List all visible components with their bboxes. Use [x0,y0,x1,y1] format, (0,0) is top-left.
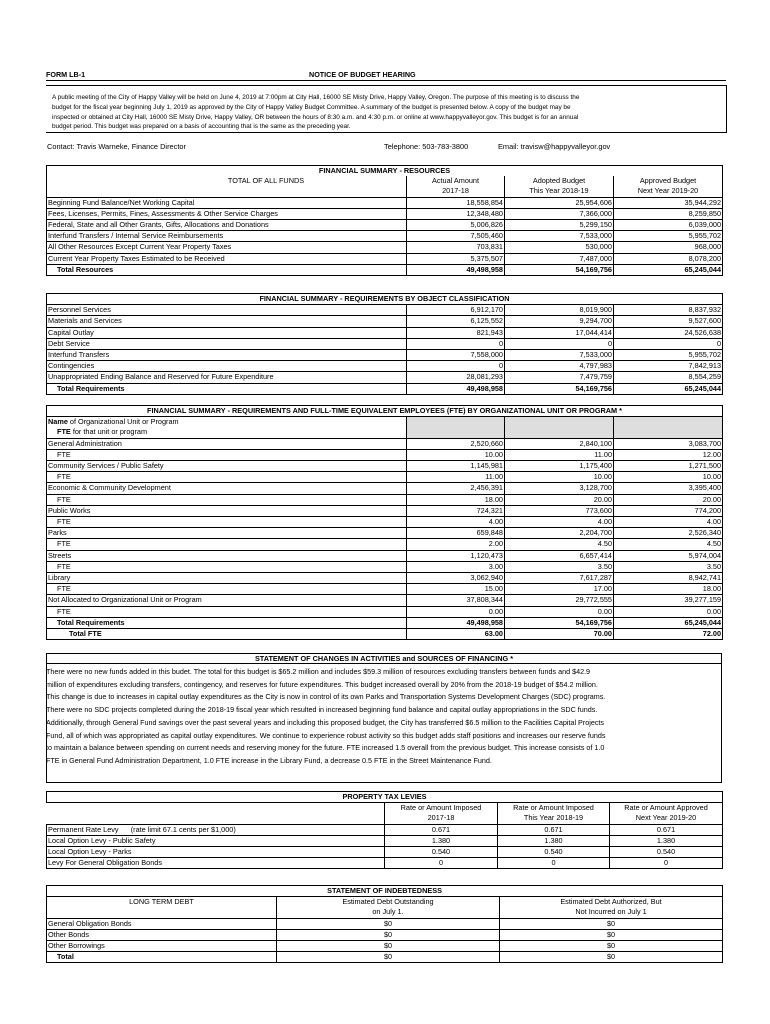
fte-value: 3.50 [505,561,614,572]
tax-col3-header: Rate or Amount Approved [610,803,723,814]
total-label: Total FTE [47,629,407,640]
row-label: All Other Resources Except Current Year Property Taxes [47,242,407,253]
fte-row [47,494,723,505]
org-unit-value: 3,128,700 [505,483,614,494]
total-value: $0 [500,952,723,963]
narrative-line: There were no new funds added in this budet. The total for this budget is $65.2 million and includes $59.3 million of resources excluding transfers between funds and $42.9 [46,667,591,676]
notice-line: A public meeting of the City of Happy Valley will be held on June 4, 2019 at 7:00pm at City Hall, 16000 SE Misty Drive, Happy Valley, Oregon. The purpose of this meeting is to discuss the [52,94,580,101]
row-value: 0.671 [610,824,723,835]
total-row [47,952,723,963]
fte-label: FTE [47,539,407,550]
fte-value: 15.00 [407,584,505,595]
row-label: Contingencies [47,361,407,372]
row-label: Levy For General Obligation Bonds [47,858,385,869]
fte-label: FTE [47,472,407,483]
table-row [47,824,723,835]
row-value: 7,479,759 [505,372,614,383]
fte-value: 2.00 [407,539,505,550]
row-value: 1.380 [385,835,498,846]
row-label: Fees, Licenses, Permits, Fines, Assessments & Other Service Charges [47,208,407,219]
fte-value: 10.00 [407,449,505,460]
table-row [47,372,723,383]
fte-value: 4.00 [614,517,723,528]
table-row [47,847,723,858]
total-value: $0 [277,952,500,963]
row-label: Unappropriated Ending Balance and Reserved for Future Expenditure [47,372,407,383]
org-unit-value: 5,974,004 [614,550,723,561]
org-unit-label: Not Allocated to Organizational Unit or Program [47,595,407,606]
row-value: $0 [500,941,723,952]
row-value: $0 [277,929,500,940]
row-label: Interfund Transfers / Internal Service Reimbursements [47,231,407,242]
row-value: 0 [610,858,723,869]
narrative-line: to maintain a balance between spending on current needs and reserving money for the future. FTE increased 1.5 overall from the previous budget. This increase consists of 1.0 [46,743,605,753]
fte-value: 20.00 [505,494,614,505]
org-unit-value: 3,083,700 [614,438,723,449]
fte-row [47,561,723,572]
org-unit-label: Community Services / Public Safety [47,461,407,472]
table-row [47,350,723,361]
org-unit-value: 2,840,100 [505,438,614,449]
org-unit-value: 1,175,400 [505,461,614,472]
row-label: Local Option Levy - Parks [47,847,385,858]
notice-line: budget for the fiscal year beginning July 1, 2019 as approved by the City of Happy Valley Budget Committee. A summary of the budget is presented below. A copy of the budget may be [52,103,571,111]
row-value: 8,837,932 [614,305,723,316]
row-label: Capital Outlay [47,327,407,338]
row-value: 0 [385,858,498,869]
total-label: Total Requirements [47,383,407,394]
row-label: Beginning Fund Balance/Net Working Capital [47,197,407,208]
table-row [47,316,723,327]
fte-label: FTE [47,449,407,460]
row-value: 530,000 [505,242,614,253]
fte-label: FTE [47,517,407,528]
row-value: 8,554,259 [614,372,723,383]
org-unit-value: 1,120,473 [407,550,505,561]
row-value: 7,505,460 [407,231,505,242]
tax-levies-table [46,791,723,869]
debt-col2-header: Estimated Debt Authorized, But [500,897,723,908]
org-unit-value: 2,204,700 [505,528,614,539]
row-label: Federal, State and all Other Grants, Gifts, Allocations and Donations [47,220,407,231]
row-value: 0.540 [385,847,498,858]
table-row [47,220,723,231]
fte-bold: FTE [57,427,71,437]
org-unit-value: 1,145,981 [407,461,505,472]
fte-value: 11.00 [505,449,614,460]
name-rest: of Organizational Unit or Program [67,417,179,427]
row-value: 25,954,606 [505,197,614,208]
org-unit-value: 1,271,500 [614,461,723,472]
row-label: Local Option Levy - Public Safety [47,835,385,846]
row-value: 0.540 [610,847,723,858]
org-unit-row [47,573,723,584]
row-value: 0.671 [498,824,610,835]
row-label: Other Bonds [47,929,277,940]
total-value: 54,169,756 [505,264,614,275]
org-unit-row [47,528,723,539]
fte-value: 18.00 [407,494,505,505]
org-unit-row [47,461,723,472]
resources-col2-header: Adopted Budget [505,176,614,186]
row-label: Materials and Services [47,316,407,327]
org-unit-value: 2,456,391 [407,483,505,494]
org-unit-row [47,550,723,561]
tax-title: PROPERTY TAX LEVIES [47,792,723,803]
fte-value: 4.50 [614,539,723,550]
contact-name: Contact: Travis Warneke, Finance Director [47,142,186,151]
row-label: Current Year Property Taxes Estimated to be Received [47,253,407,264]
resources-col3-header: Approved Budget [614,176,723,186]
org-unit-value: 39,277,159 [614,595,723,606]
debt-col1-header: Estimated Debt Outstanding [277,897,500,908]
row-value: 18,558,854 [407,197,505,208]
row-value: 8,078,200 [614,253,723,264]
total-row [47,383,723,394]
header-divider [46,80,726,81]
fte-unit-header [47,427,407,438]
total-value: 54,169,756 [505,617,614,628]
row-value: 821,943 [407,327,505,338]
row-value: 7,487,000 [505,253,614,264]
fte-row [47,539,723,550]
row-value: $0 [277,918,500,929]
total-value: 72.00 [614,629,723,640]
table-row [47,918,723,929]
fte-title: FINANCIAL SUMMARY - REQUIREMENTS AND FULL-TIME EQUIVALENT EMPLOYEES (FTE) BY ORGANIZATIONAL UNIT OR PROGRAM * [47,406,723,417]
fte-label: FTE [47,606,407,617]
tax-col1-year: 2017-18 [385,813,498,824]
narrative-line: million of expenditures excluding transfers, contingency, and reserves for future expenditures. This budget increased overall by 20% from the 2018-19 budget of $54.2 million. [46,679,598,689]
org-unit-row [47,483,723,494]
fte-value: 0.00 [614,606,723,617]
fte-value: 4.00 [505,517,614,528]
total-value: 65,245,044 [614,264,723,275]
fte-row [47,517,723,528]
row-value: 8,259,850 [614,208,723,219]
total-value: 63.00 [407,629,505,640]
tax-col2-header: Rate or Amount Imposed [498,803,610,814]
org-unit-value: 37,808,344 [407,595,505,606]
narrative-line: FTE in General Fund Administration Department, 1.0 FTE increase in the Library Fund, a decrease 0.5 FTE in the Street Maintenance Fund. [46,755,492,765]
total-label: Total Resources [47,264,407,275]
changes-narrative [46,666,722,768]
fte-value: 4.00 [407,517,505,528]
fte-value: 17.00 [505,584,614,595]
table-row [47,208,723,219]
fte-row [47,472,723,483]
org-unit-label: Library [47,573,407,584]
resources-col2-year: This Year 2018-19 [505,186,614,197]
org-unit-value: 724,321 [407,505,505,516]
debt-col0-header: LONG TERM DEBT [47,897,277,908]
org-unit-value: 2,520,660 [407,438,505,449]
table-row [47,361,723,372]
row-value: 6,912,170 [407,305,505,316]
fte-table [46,405,723,640]
row-value: 0.671 [385,824,498,835]
row-value: 5,006,826 [407,220,505,231]
requirements-title: FINANCIAL SUMMARY - REQUIREMENTS BY OBJECT CLASSIFICATION [47,294,723,305]
resources-total-label: TOTAL OF ALL FUNDS [47,176,407,186]
row-value: 0 [407,361,505,372]
org-unit-value: 659,848 [407,528,505,539]
tax-col3-year: Next Year 2019-20 [610,813,723,824]
debt-title: STATEMENT OF INDEBTEDNESS [47,886,723,897]
row-value: 17,044,414 [505,327,614,338]
row-value: 7,842,913 [614,361,723,372]
org-unit-label: Public Works [47,505,407,516]
org-unit-value: 8,942,741 [614,573,723,584]
org-unit-row [47,438,723,449]
org-unit-label: Parks [47,528,407,539]
total-value: 54,169,756 [505,383,614,394]
fte-value: 3.00 [407,561,505,572]
row-label: Personnel Services [47,305,407,316]
table-row [47,242,723,253]
table-row [47,338,723,349]
table-row [47,929,723,940]
fte-value: 11.00 [407,472,505,483]
table-row [47,231,723,242]
table-row [47,327,723,338]
table-row [47,305,723,316]
row-value: 703,831 [407,242,505,253]
table-row [47,835,723,846]
org-unit-value: 3,062,940 [407,573,505,584]
fte-value: 0.00 [407,606,505,617]
org-unit-row [47,595,723,606]
resources-table [46,165,723,276]
row-value: 5,955,702 [614,350,723,361]
total-value: 49,498,958 [407,383,505,394]
row-value: 9,527,600 [614,316,723,327]
row-value: 9,294,700 [505,316,614,327]
row-value: 1.380 [498,835,610,846]
resources-title: FINANCIAL SUMMARY - RESOURCES [47,166,723,177]
notice-line: inspected or obtained at City Hall, 16000 SE Misty Drive, Happy Valley, OR between the hours of 8:30 a.m. and 4:30 p.m. or online at www.happyvalleyor.gov. This budget is for an annual [52,113,579,121]
row-value: 12,348,480 [407,208,505,219]
row-value: 1.380 [610,835,723,846]
total-row [47,264,723,275]
resources-col3-year: Next Year 2019-20 [614,186,723,197]
row-value: 8,019,900 [505,305,614,316]
fte-value: 0.00 [505,606,614,617]
indebtedness-table [46,885,723,963]
contact-email: Email: travisw@happyvalleyor.gov [498,142,611,151]
fte-value: 10.00 [505,472,614,483]
page-title: NOTICE OF BUDGET HEARING [309,70,416,79]
org-unit-value: 773,600 [505,505,614,516]
row-value: 968,000 [614,242,723,253]
fte-value: 10.00 [614,472,723,483]
org-unit-label: Streets [47,550,407,561]
debt-col1-sub: on July 1. [277,907,500,918]
fte-label: FTE [47,494,407,505]
form-label: FORM LB-1 [46,70,86,79]
row-value: 5,955,702 [614,231,723,242]
row-value: 5,375,507 [407,253,505,264]
resources-col1-header: Actual Amount [407,176,505,186]
row-value: 0 [407,338,505,349]
row-label: Debt Service [47,338,407,349]
notice-paragraph [52,93,712,132]
name-bold: Name [48,417,68,427]
total-value: 65,245,044 [614,617,723,628]
fte-row [47,584,723,595]
fte-row [47,449,723,460]
row-value: 24,526,638 [614,327,723,338]
row-value: 7,533,000 [505,231,614,242]
changes-divider [46,663,722,664]
tax-col2-year: This Year 2018-19 [498,813,610,824]
row-value: 0 [498,858,610,869]
changes-title: STATEMENT OF CHANGES IN ACTIVITIES and SOURCES OF FINANCING * [254,654,514,663]
fte-unit-rows [47,438,723,617]
narrative-line: Additionally, through General Fund savings over the past several years and including this proposed budget, the City has transferred $6.5 million to the Facilities Capital Projects [46,717,604,727]
row-value: $0 [277,941,500,952]
narrative-line: Fund, all of which was appropriated as capital outlay expenditures. We continue to experience robust activity so this budget adds staff positions and increases our reserve funds [46,730,606,740]
fte-value: 12.00 [614,449,723,460]
org-unit-value: 29,772,555 [505,595,614,606]
tax-col1-header: Rate or Amount Imposed [385,803,498,814]
row-value: 7,533,000 [505,350,614,361]
table-row [47,858,723,869]
org-unit-value: 6,657,414 [505,550,614,561]
fte-label: FTE [47,561,407,572]
fte-label: FTE [47,584,407,595]
fte-row [47,606,723,617]
row-value: 6,125,552 [407,316,505,327]
row-label: General Obligation Bonds [47,918,277,929]
contact-telephone: Telephone: 503-783-3800 [384,142,469,151]
row-value: 7,366,000 [505,208,614,219]
row-value: 0 [505,338,614,349]
total-fte-row [47,629,723,640]
fte-name-header [47,417,407,428]
row-label: Other Borrowings [47,941,277,952]
row-value: $0 [500,929,723,940]
row-value: $0 [500,918,723,929]
fte-value: 3.50 [614,561,723,572]
table-row [47,253,723,264]
fte-rest: for that unit or program [70,427,148,437]
row-label: Interfund Transfers [47,350,407,361]
org-unit-value: 7,617,287 [505,573,614,584]
row-value: 0.540 [498,847,610,858]
row-value: 35,944,292 [614,197,723,208]
total-value: 70.00 [505,629,614,640]
notice-line: budget period. This budget was prepared on a basis of accounting that is the same as the preceding year. [52,123,351,131]
row-value: 0 [614,338,723,349]
total-value: 49,498,958 [407,617,505,628]
total-label: Total Requirements [47,617,407,628]
total-value: 65,245,044 [614,383,723,394]
total-row [47,617,723,628]
row-value: 7,558,000 [407,350,505,361]
row-value: 4,797,983 [505,361,614,372]
org-unit-row [47,505,723,516]
narrative-line: There were no SDC projects completed during the 2018-19 fiscal year which resulted in increased beginning fund balance and capital outlay appropriations in the SDC funds. [46,705,598,715]
row-value: 28,081,293 [407,372,505,383]
table-row [47,197,723,208]
fte-value: 20.00 [614,494,723,505]
requirements-table [46,293,723,395]
debt-col2-sub: Not Incurred on July 1 [500,907,723,918]
row-label: Permanent Rate Levy (rate limit 67.1 cents per $1,000) [47,824,385,835]
table-row [47,941,723,952]
org-unit-value: 2,526,340 [614,528,723,539]
narrative-line: This change is due to increases in capital outlay expenditures as the City is now in control of its own Parks and Transportation Systems Development Charges (SDC) programs. [46,692,606,702]
row-value: 6,039,000 [614,220,723,231]
fte-value: 18.00 [614,584,723,595]
org-unit-value: 774,200 [614,505,723,516]
org-unit-value: 3,395,400 [614,483,723,494]
fte-value: 4.50 [505,539,614,550]
row-value: 5,299,150 [505,220,614,231]
org-unit-label: Economic & Community Development [47,483,407,494]
org-unit-label: General Administration [47,438,407,449]
total-label: Total [47,952,277,963]
total-value: 49,498,958 [407,264,505,275]
resources-col1-year: 2017-18 [407,186,505,197]
